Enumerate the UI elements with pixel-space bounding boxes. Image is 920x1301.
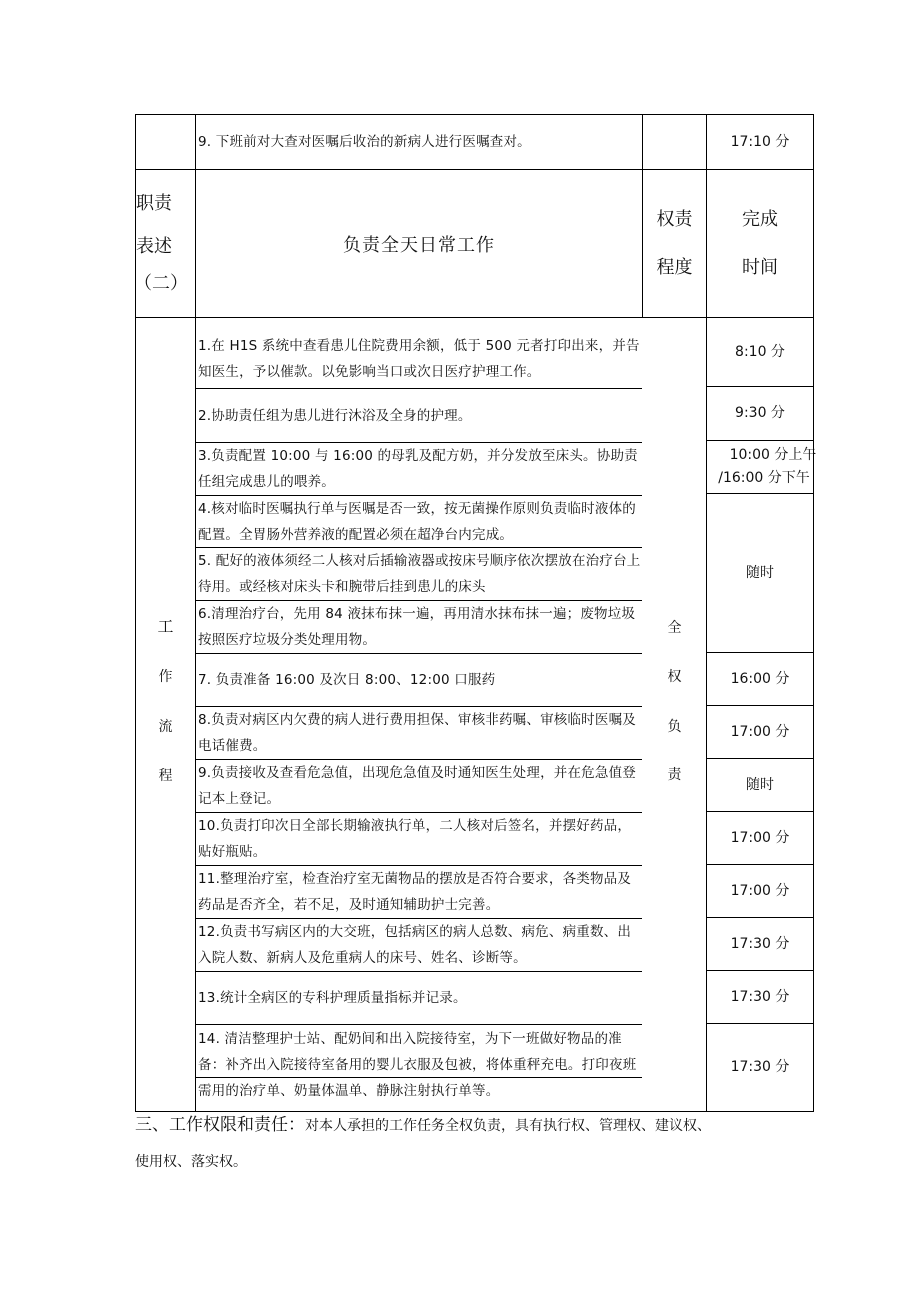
workflow-label-char: 作 — [158, 669, 173, 685]
section-label-line3: （二） — [134, 273, 188, 294]
task-time: 17:00 分 — [730, 723, 790, 740]
task-time-range-line1: 10:00 分上午 — [729, 447, 817, 463]
authority-section-text: 对本人承担的工作任务全权负责，具有执行权、管理权、建议权、 — [305, 1118, 711, 1134]
task-time: 17:00 分 — [730, 829, 790, 846]
authority-section-continued: 使用权、落实权。 — [135, 1154, 247, 1170]
task-time-range — [707, 441, 817, 493]
time-header-line1: 完成 — [742, 208, 778, 230]
authority-section-heading: 三、工作权限和责任： — [135, 1115, 305, 1135]
authority-char: 全 — [667, 620, 682, 636]
section-label-line1: 职责 — [136, 193, 172, 214]
task-time: 17:00 分 — [730, 882, 790, 899]
workflow-label-char: 工 — [157, 616, 174, 636]
authority-header-line2: 程度 — [656, 256, 693, 278]
section-label-line2: 表述 — [136, 236, 172, 257]
task-item: 1.在 H1S 系统中查看患儿住院费用余额，低于 500 元者打印出来，并告知医生，予以催款。以免影响当口或次日医疗护理工作。 — [198, 338, 640, 380]
task-item: 14. 清洁整理护士站、配奶间和出入院接待室，为下一班做好物品的准备：补齐出入院接待室备用的婴儿衣服及包被，将体重秤充电。打印夜班需用的治疗单、奶量体温单、静脉注射执行单等。 — [198, 1031, 637, 1099]
task-time: 17:30 分 — [730, 935, 790, 952]
authority-section — [135, 1111, 835, 1140]
top-task-time: 17:10 分 — [730, 133, 790, 150]
task-item: 6.清理治疗台，先用 84 液抹布抹一遍，再用清水抹布抹一遍；废物垃圾按照医疗垃圾分类处理用物。 — [198, 606, 636, 648]
responsibility-table — [134, 114, 817, 1112]
task-time: 随时 — [746, 776, 774, 793]
task-item: 3.负责配置 10:00 与 16:00 的母乳及配方奶，并分发放至床头。协助责任组完成患儿的喂养。 — [198, 448, 638, 490]
task-time: 随时 — [746, 564, 774, 581]
task-time: 9:30 分 — [735, 405, 785, 421]
task-item: 10.负责打印次日全部长期输液执行单，二人核对后签名，并摆好药品，贴好瓶贴。 — [198, 818, 632, 860]
section-title: 负责全天日常工作 — [343, 234, 495, 256]
task-item: 8.负责对病区内欠费的病人进行费用担保、审核非药嘱、审核临时医嘱及电话催费。 — [198, 712, 636, 754]
section-label — [136, 170, 195, 317]
task-item: 9.负责接收及查看危急值，出现危急值及时通知医生处理，并在危急值登记本上登记。 — [198, 765, 636, 807]
authority-char: 责 — [667, 767, 682, 783]
task-time-range-line2: /16:00 分下午 — [718, 470, 810, 486]
task-item: 13.统计全病区的专科护理质量指标并记录。 — [198, 990, 467, 1006]
task-time: 17:30 分 — [730, 1059, 790, 1075]
task-item: 2.协助责任组为患儿进行沐浴及全身的护理。 — [198, 407, 472, 424]
authority-char: 权 — [667, 669, 682, 685]
task-item: 11.整理治疗室，检查治疗室无菌物品的摆放是否符合要求，各类物品及药品是否齐全，若不足，及时通知辅助护士完善。 — [198, 871, 632, 913]
authority-char: 负 — [667, 719, 682, 735]
time-header-line2: 时间 — [742, 256, 778, 278]
task-time: 16:00 分 — [730, 670, 790, 687]
workflow-label-char: 流 — [158, 719, 173, 735]
task-item: 12.负责书写病区内的大交班，包括病区的病人总数、病危、病重数、出入院人数、新病人及危重病人的床号、姓名、诊断等。 — [198, 924, 632, 966]
workflow-label-char: 程 — [158, 768, 173, 784]
time-header — [707, 170, 813, 317]
task-item: 7. 负责准备 16:00 及次日 8:00、12:00 口服药 — [198, 672, 496, 688]
authority-header-line1: 权责 — [656, 208, 693, 230]
task-item: 5. 配好的液体须经二人核对后插输液器或按床号顺序依次摆放在治疗台上待用。或经核对床头卡和腕带后挂到患儿的床头 — [198, 553, 641, 595]
task-item: 4.核对临时医嘱执行单与医嘱是否一致，按无菌操作原则负责临时液体的配置。全胃肠外营养液的配置必须在超净台内完成。 — [198, 500, 636, 543]
task-time: 17:30 分 — [730, 988, 790, 1005]
task-time: 8:10 分 — [735, 343, 785, 360]
top-task-text: 9. 下班前对大查对医嘱后收治的新病人进行医嘱查对。 — [198, 134, 531, 150]
authority-header — [643, 170, 706, 317]
